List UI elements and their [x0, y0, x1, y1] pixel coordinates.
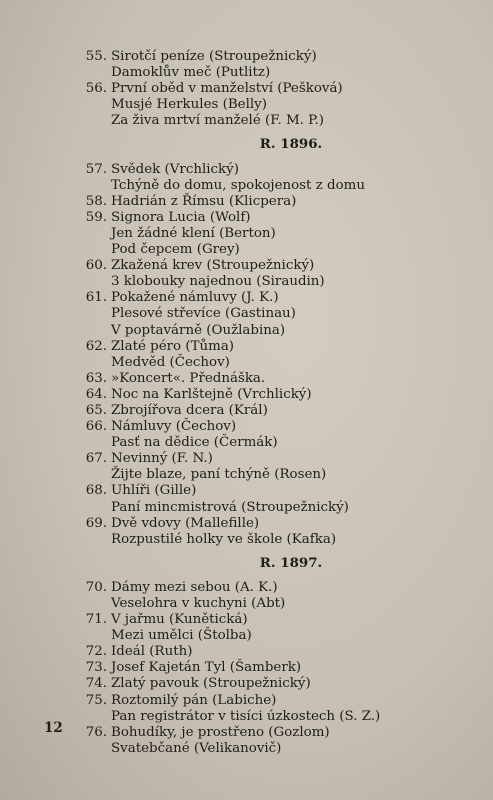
play-title: Josef Kajetán Tyl (Šamberk) — [111, 660, 302, 676]
play-title: Jen žádné klení (Berton) — [111, 225, 276, 241]
entry-number: 59. — [85, 209, 107, 225]
entry-number: 60. — [85, 258, 107, 274]
entry-titles — [111, 162, 478, 194]
play-title: Pokažené námluvy (J. K.) — [111, 290, 279, 306]
play-title: V poptavárně (Oužlabina) — [111, 322, 286, 338]
entry-titles — [111, 725, 478, 757]
play-title: Zlaté péro (Tůma) — [111, 338, 235, 354]
list-item — [78, 194, 478, 210]
entry-titles — [111, 403, 478, 419]
list-item — [78, 258, 478, 290]
play-title: V jařmu (Kunětická) — [111, 612, 248, 628]
entry-titles — [111, 580, 478, 612]
entry-titles — [111, 644, 478, 660]
entry-number: 65. — [85, 402, 107, 418]
entry-titles — [111, 339, 478, 371]
play-title: Dvě vdovy (Mallefille) — [111, 515, 260, 531]
list-item — [78, 644, 478, 660]
play-title: Uhlíři (Gille) — [111, 483, 197, 499]
play-title: Rozpustilé holky ve škole (Kafka) — [111, 531, 337, 547]
play-title: Zlatý pavouk (Stroupežnický) — [111, 676, 311, 692]
entry-titles — [111, 516, 478, 548]
play-title: Bohudíky, je prostřeno (Gozlom) — [111, 724, 330, 740]
list-item — [78, 451, 478, 483]
play-title: Tchýně do domu, spokojenost z domu — [111, 177, 365, 193]
play-title: Damoklův meč (Putlitz) — [111, 65, 271, 81]
play-title: Roztomilý pán (Labiche) — [111, 692, 277, 708]
entry-number: 56. — [85, 81, 107, 97]
play-title: Signora Lucia (Wolf) — [111, 209, 251, 225]
list-item — [78, 371, 478, 387]
play-title: Za živa mrtví manželé (F. M. P.) — [111, 113, 324, 129]
list-item — [78, 676, 478, 692]
entry-titles — [111, 371, 478, 387]
entry-number: 74. — [85, 676, 107, 692]
list-item — [78, 387, 478, 403]
play-title: Zbrojířova dcera (Král) — [111, 402, 268, 418]
play-title: Medvěd (Čechov) — [111, 354, 230, 370]
play-title: Zkažená krev (Stroupežnický) — [111, 258, 315, 274]
play-title: Ideál (Ruth) — [111, 644, 193, 660]
list-item — [78, 483, 478, 515]
list-item — [78, 516, 478, 548]
play-list — [78, 49, 478, 757]
entry-titles — [111, 387, 478, 403]
list-item — [78, 403, 478, 419]
play-title: První oběd v manželství (Pešková) — [111, 81, 343, 97]
play-title: »Koncert«. Přednáška. — [111, 370, 266, 386]
entry-titles — [111, 210, 478, 258]
entry-number: 57. — [85, 161, 107, 177]
entry-number: 64. — [85, 386, 107, 402]
play-title: Pasť na dědice (Čermák) — [111, 435, 278, 451]
page-number: 12 — [44, 720, 63, 736]
play-title: Svědek (Vrchlický) — [111, 161, 239, 177]
play-title: Pan registrátor v tisíci úzkostech (S. Z.) — [111, 708, 381, 724]
play-title: Musjé Herkules (Belly) — [111, 97, 267, 113]
entry-number: 73. — [85, 660, 107, 676]
list-item — [78, 339, 478, 371]
entry-number: 67. — [85, 451, 107, 467]
entry-number: 68. — [85, 483, 107, 499]
entry-titles — [111, 483, 478, 515]
list-item — [78, 290, 478, 338]
list-item — [78, 725, 478, 757]
entry-titles — [111, 612, 478, 644]
entry-titles — [111, 676, 478, 692]
entry-number: 76. — [85, 724, 107, 740]
play-title: Svatebčané (Velikanovič) — [111, 740, 282, 756]
list-item — [78, 419, 478, 451]
play-title: Plesové střevíce (Gastinau) — [111, 306, 296, 322]
list-item — [78, 660, 478, 676]
entry-number: 61. — [85, 290, 107, 306]
entry-titles — [111, 451, 478, 483]
play-title: Noc na Karlštejně (Vrchlický) — [111, 386, 312, 402]
year-heading: R. 1896. — [259, 136, 323, 153]
entry-number: 75. — [85, 692, 107, 708]
play-title: Dámy mezi sebou (A. K.) — [111, 579, 278, 595]
entry-titles — [111, 290, 478, 338]
list-item — [78, 693, 478, 725]
play-title: Hadrián z Římsu (Klicpera) — [111, 193, 297, 209]
entry-number: 66. — [85, 419, 107, 435]
list-item — [78, 49, 478, 81]
entry-number: 70. — [85, 579, 107, 595]
play-title: Žijte blaze, paní tchýně (Rosen) — [111, 467, 327, 483]
play-title: Pod čepcem (Grey) — [111, 242, 240, 258]
entry-titles — [111, 419, 478, 451]
play-title: Veselohra v kuchyni (Abt) — [111, 596, 286, 611]
entry-titles — [111, 49, 478, 81]
entry-number: 55. — [85, 49, 107, 64]
entry-number: 71. — [85, 612, 107, 628]
year-heading: R. 1897. — [259, 554, 323, 571]
list-item — [78, 612, 478, 644]
play-title: Námluvy (Čechov) — [111, 419, 237, 435]
play-title: Nevinný (F. N.) — [111, 451, 213, 467]
play-title: 3 klobouky najednou (Siraudin) — [111, 274, 325, 290]
list-item — [78, 210, 478, 258]
entry-number: 58. — [85, 193, 107, 209]
list-item — [78, 162, 478, 194]
entry-titles — [111, 194, 478, 210]
entry-titles — [111, 258, 478, 290]
entry-number: 69. — [85, 515, 107, 531]
list-item — [78, 580, 478, 612]
entry-number: 62. — [85, 338, 107, 354]
play-title: Paní mincmistrová (Stroupežnický) — [111, 499, 349, 515]
play-title: Mezi umělci (Štolba) — [111, 628, 252, 644]
entry-number: 72. — [85, 644, 107, 660]
list-item — [78, 81, 478, 129]
play-title: Sirotčí peníze (Stroupežnický) — [111, 49, 317, 64]
entry-titles — [111, 660, 478, 676]
entry-titles — [111, 693, 478, 725]
entry-number: 63. — [85, 370, 107, 386]
entry-titles — [111, 81, 478, 129]
